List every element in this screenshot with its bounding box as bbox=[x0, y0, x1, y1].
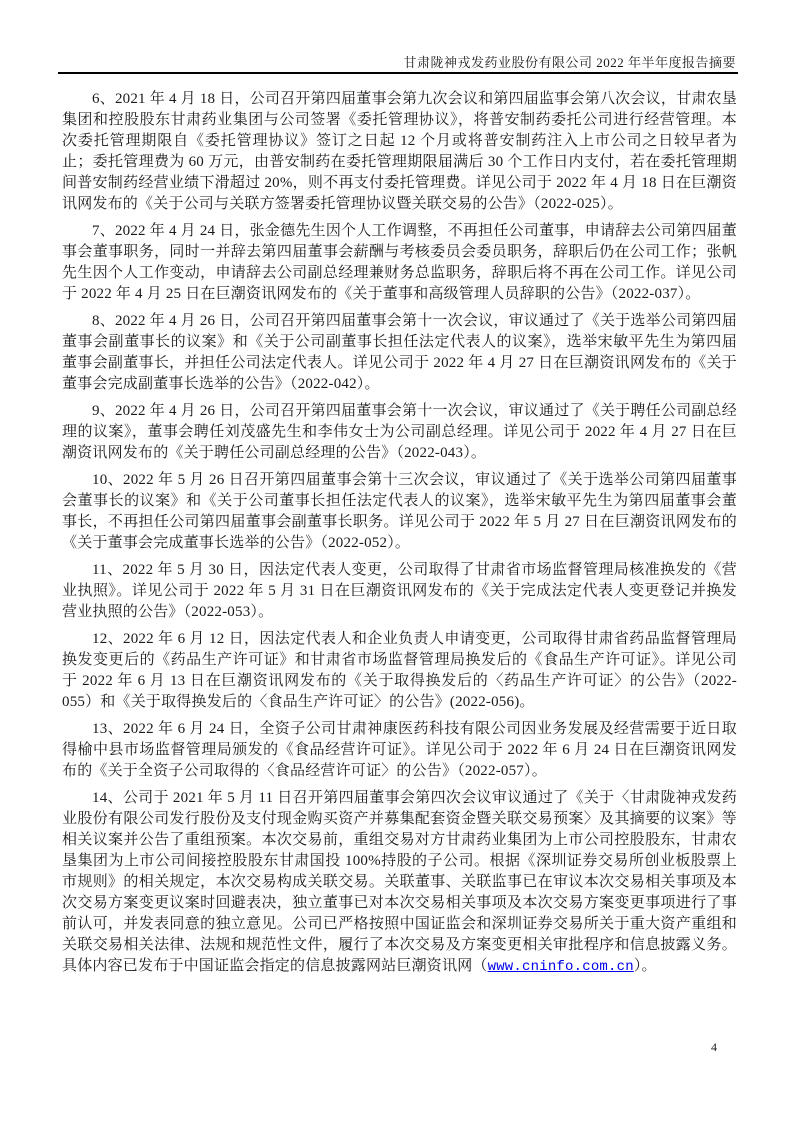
header-title: 甘肃陇神戎发药业股份有限公司 2022 年半年度报告摘要 bbox=[403, 55, 736, 70]
cninfo-link[interactable]: www.cninfo.com.cn bbox=[487, 959, 634, 975]
header-divider bbox=[58, 72, 738, 74]
paragraph-11: 11、2022 年 5 月 30 日，因法定代表人变更，公司取得了甘肃省市场监督管理局核准换发的《营业执照》。详见公司于 2022 年 5 月 31 日在巨潮资讯网发布的《关于完成法定代表人变更登记并换发营业执照的公告》（2022-053）。 bbox=[62, 562, 737, 620]
page-number: 4 bbox=[711, 1040, 717, 1054]
paragraph-9: 9、2022 年 4 月 26 日，公司召开第四届董事会第十一次会议，审议通过了《关于聘任公司副总经理的议案》，董事会聘任刘茂盛先生和李伟女士为公司副总经理。详见公司于 2022 年 4 月 27 日在巨潮资讯网发布的《关于聘任公司副总经理的公告》（2022-043）。 bbox=[62, 403, 737, 461]
report-body bbox=[62, 89, 737, 984]
paragraph-6: 6、2021 年 4 月 18 日，公司召开第四届董事会第九次会议和第四届监事会第八次会议，甘肃农垦集团和控股股东甘肃药业集团与公司签署《委托管理协议》，将普安制药委托公司进行经营管理。本次委托管理期限自《委托管理协议》签订之日起 12 个月或将普安制药注入上市公司之日较早者为止；委托管理费为 60 万元，由普安制药在委托管理期限届满后 30 个工作日内支付，若在委托管理期间普安制药经营业绩下滑超过 20%，则不再支付委托管理费。详见公司于 2022 年 4 月 18 日在巨潮资讯网发布的《关于公司与关联方签署委托管理协议暨关联交易的公告》（2022-025）。 bbox=[62, 91, 737, 212]
paragraph-10: 10、2022 年 5 月 26 日召开第四届董事会第十三次会议，审议通过了《关于选举公司第四届董事会董事长的议案》和《关于公司董事长担任法定代表人的议案》，选举宋敏平先生为第四届董事会董事长，不再担任公司第四届董事会副董事长职务。详见公司于 2022 年 5 月 27 日在巨潮资讯网发布的《关于董事会完成董事长选举的公告》（2022-052）。 bbox=[62, 472, 737, 551]
report-header bbox=[60, 52, 736, 71]
paragraph-13: 13、2022 年 6 月 24 日，全资子公司甘肃神康医药科技有限公司因业务发展及经营需要于近日取得榆中县市场监督管理局颁发的《食品经营许可证》。详见公司于 2022 年 6 月 24 日在巨潮资讯网发布的《关于全资子公司取得的〈食品经营许可证〉的公告》（2022-057）。 bbox=[62, 721, 737, 779]
paragraph-8: 8、2022 年 4 月 26 日，公司召开第四届董事会第十一次会议，审议通过了《关于选举公司第四届董事会副董事长的议案》和《关于公司副董事长担任法定代表人的议案》，选举宋敏平先生为第四届董事会副董事长，并担任公司法定代表人。详见公司于 2022 年 4 月 27 日在巨潮资讯网发布的《关于董事会完成副董事长选举的公告》（2022-042）。 bbox=[62, 313, 737, 392]
paragraph-7: 7、2022 年 4 月 24 日，张金德先生因个人工作调整，不再担任公司董事，申请辞去公司第四届董事会董事职务，同时一并辞去第四届董事会薪酬与考核委员会委员职务，辞职后仍在公司工作；张帆先生因个人工作变动，申请辞去公司副总经理兼财务总监职务，辞职后将不再在公司工作。详见公司于 2022 年 4 月 25 日在巨潮资讯网发布的《关于董事和高级管理人员辞职的公告》（2022-037）。 bbox=[62, 223, 737, 302]
paragraph-12: 12、2022 年 6 月 12 日，因法定代表人和企业负责人申请变更，公司取得甘肃省药品监督管理局换发变更后的《药品生产许可证》和甘肃省市场监督管理局换发后的《食品生产许可证》。详见公司于 2022 年 6 月 13 日在巨潮资讯网发布的《关于取得换发后的〈药品生产许可证〉的公告》（2022-055）和《关于取得换发后的〈食品生产许可证〉的公告》(2022-056)。 bbox=[62, 631, 737, 710]
paragraph-14 bbox=[62, 788, 737, 978]
paragraph-14-end: ）。 bbox=[633, 958, 657, 974]
paragraph-14-text: 14、公司于 2021 年 5 月 11 日召开第四届董事会第四次会议审议通过了《关于〈甘肃陇神戎发药业股份有限公司发行股份及支付现金购买资产并募集配套资金暨关联交易预案〉及其摘要的议案》等相关议案并公告了重组预案。本次交易前，重组交易对方甘肃药业集团为上市公司控股股东，甘肃农垦集团为上市公司间接控股股东甘肃国投 100%持股的子公司。根据《深圳证券交易所创业板股票上市规则》的相关规定，本次交易构成关联交易。关联董事、关联监事已在审议本次交易相关事项及本次交易方案变更议案时回避表决，独立董事已对本次交易相关事项及本次交易方案变更事项进行了事前认可，并发表同意的独立意见。公司已严格按照中国证监会和深圳证券交易所关于重大资产重组和关联交易相关法律、法规和规范性文件，履行了本次交易及方案变更相关审批程序和信息披露义务。具体内容已发布于中国证监会指定的信息披露网站巨潮资讯网（ bbox=[62, 790, 737, 974]
